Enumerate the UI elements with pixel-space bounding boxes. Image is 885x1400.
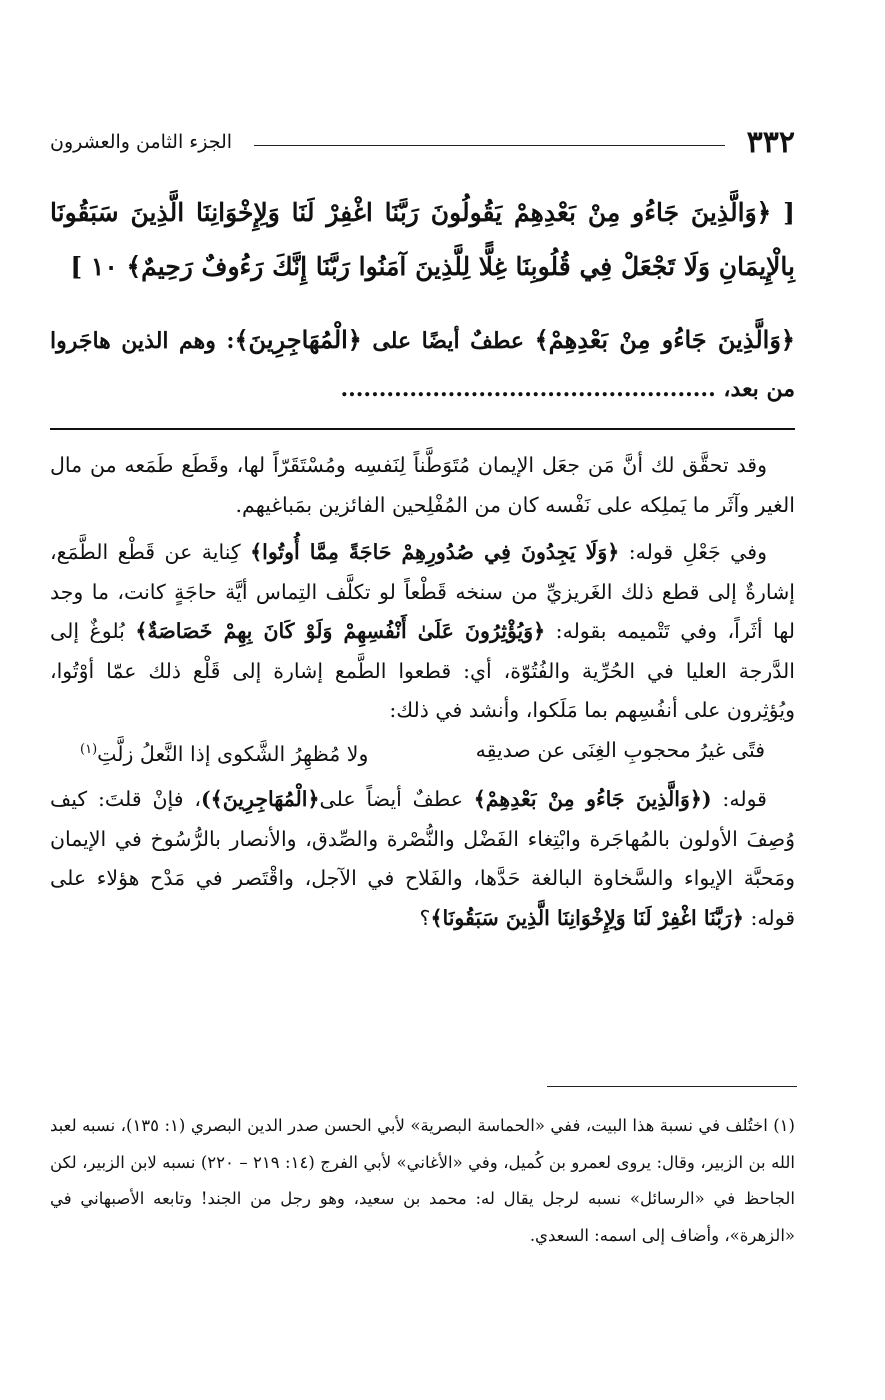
poem-verse — [50, 731, 795, 773]
verse-commentary — [50, 316, 795, 413]
paragraph-2 — [50, 533, 795, 731]
paragraph-3-text-b: عطفٌ أيضاً على — [319, 787, 474, 812]
commentary-quote-1: ﴿وَالَّذِينَ جَاءُو مِنْ بَعْدِهِمْ﴾ — [534, 325, 795, 354]
paragraph-2-text-a: وفي جَعْلِ قوله: — [619, 540, 767, 564]
paragraph-3-text-c: ، فإنْ قلتَ: كيف وُصِفَ الأولون بالمُهاجَرة وابْتِغاء الفَضْل والنُّصْرة والصِّدق، والأنصار بالرُّسُوخ في الإيمان ومَحبَّة الإيواء والسَّخاوة البالغة حَدَّها، والفَلاح في الآجل، واقْتَصر في مَدْح هؤلاء على قوله: — [50, 787, 795, 930]
paragraph-2-text-b: كِناية عن قَطْع الطَّمَع، إشارةٌ إلى قطع ذلك الغَريزيِّ من سنخه قَطْعاً لو تكلَّف التِماس أيَّة حاجَةٍ كانت، ما وجد لها أثَراً، وفي تَتْميمه بقوله: — [50, 540, 795, 643]
header-rule — [254, 145, 725, 146]
footnote-rule — [547, 1086, 797, 1087]
paragraph-3 — [50, 780, 795, 938]
commentary-text-1: عطفٌ أيضًا على — [361, 328, 535, 354]
commentary-text-2: : وهم الذين هاجَروا من بعد، — [50, 328, 795, 402]
paragraph-2-quote-1: ﴿وَلَا يَجِدُونَ فِي صُدُورِهِمْ حَاجَةً مِمَّا أُوتُوا﴾ — [250, 540, 620, 564]
poem-hemistich-1: فتًى غيرُ محجوبِ الغِنَى عن صديقِه — [475, 737, 765, 762]
page-header — [50, 122, 795, 162]
paragraph-3-quote-3: ﴿رَبَّنَا اغْفِرْ لَنَا وَلِإِخْوَانِنَا الَّذِينَ سَبَقُونَا﴾ — [430, 905, 744, 930]
paragraph-3-text-d: ؟ — [419, 905, 431, 930]
footnote-1: (١) اختُلف في نسبة هذا البيت، ففي «الحماسة البصرية» لأبي الحسن صدر الدين البصري (١: ١٣٥)، نسبه لعبد الله بن الزبير، وقال: يروى لعمرو بن كُميل، وفي «الأغاني» لأبي الفرج (١٤: ٢١٩ – ٢٢٠) نسبه لابن الزبير، لكن الجاحظ في «الرسائل» نسبه لرجل يقال له: محمد بن سعيد، وهو رجل من الجند! وتابعه الأصبهاني في «الزهرة»، وأضاف إلى اسمه: السعدي. — [50, 1116, 795, 1245]
poem-hemistich-2-wrap — [80, 731, 368, 773]
footnote-reference: (١) — [80, 741, 98, 757]
quran-verse: [ ﴿وَالَّذِينَ جَاءُو مِنْ بَعْدِهِمْ يَقُولُونَ رَبَّنَا اغْفِرْ لَنَا وَلِإِخْوَانِنَا الَّذِينَ سَبَقُونَا بِالْإِيمَانِ وَلَا تَجْعَلْ فِي قُلُوبِنَا غِلًّا لِلَّذِينَ آمَنُوا رَبَّنَا إِنَّكَ رَءُوفٌ رَحِيمٌ﴾ ١٠ ] — [50, 198, 795, 281]
paragraph-3-quote-2: ﴿الْمُهَاجِرِينَ﴾) — [200, 787, 320, 812]
running-title: الجزء الثامن والعشرون — [50, 131, 233, 153]
paragraph-1: وقد تحقَّق لك أنَّ مَن جعَل الإيمان مُتَوَطَّناً لِنَفسِه ومُسْتَقَرّاً لها، وقَطَع طَمَعه من مال الغير وآثَر ما يَملِكه على نَفْسه كان من المُفْلِحين الفائزين بمَباغيهم. — [50, 453, 795, 517]
paragraph-2-text-c: بُلوغٌ إلى الدَّرجة العليا في الحُرِّية والفُتُوّة، أي: قطعوا الطَّمع إشارة إلى قَلْع ذلك عمّا أوْتُوا، ويُؤثِرون على أنفُسِهم بما مَلَكوا، وأنشد في ذلك: — [50, 619, 795, 722]
paragraph-3-text-a: قوله: — [711, 787, 767, 812]
paragraph-2-quote-2: ﴿وَيُؤْثِرُونَ عَلَىٰ أَنْفُسِهِمْ وَلَوْ كَانَ بِهِمْ خَصَاصَةٌ﴾ — [135, 619, 546, 643]
footnote — [50, 1108, 795, 1254]
commentary-dots: ................................................. — [340, 376, 716, 402]
gloss-body — [50, 446, 795, 938]
poem-hemistich-2: ولا مُظهِرُ الشَّكوى إذا النَّعلُ زلَّتِ — [97, 741, 369, 766]
section-separator — [50, 428, 795, 430]
page-number: ٣٣٢ — [746, 124, 795, 160]
paragraph-3-quote-1: (﴿وَالَّذِينَ جَاءُو مِنْ بَعْدِهِمْ﴾ — [473, 787, 712, 812]
commentary-quote-2: ﴿الْمُهَاجِرِينَ﴾ — [234, 325, 362, 354]
